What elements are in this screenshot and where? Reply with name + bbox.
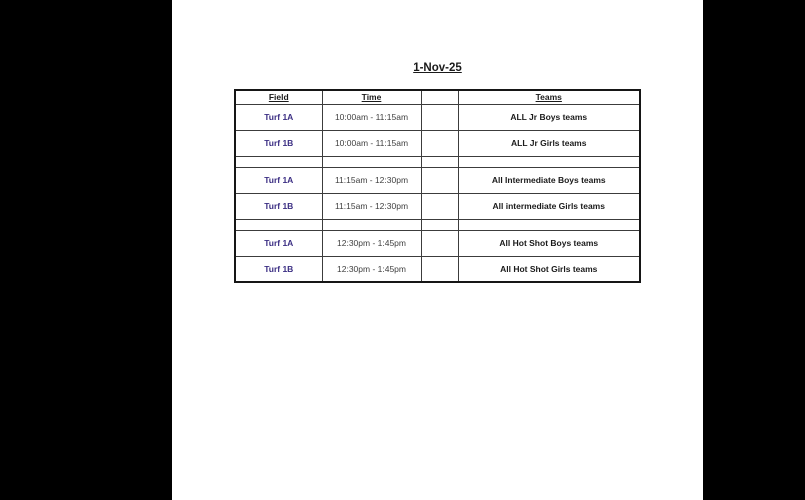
table-row <box>235 256 640 282</box>
time-cell: 10:00am - 11:15am <box>322 104 421 130</box>
document-date-text: 1-Nov-25 <box>413 62 462 74</box>
spacer-cell <box>458 156 640 167</box>
gap-cell <box>421 130 458 156</box>
time-cell: 12:30pm - 1:45pm <box>322 256 421 282</box>
gap-cell <box>421 256 458 282</box>
time-cell: 11:15am - 12:30pm <box>322 193 421 219</box>
spacer-cell <box>322 156 421 167</box>
gap-cell <box>421 193 458 219</box>
spacer-cell <box>421 156 458 167</box>
spacer-cell <box>235 156 322 167</box>
time-cell: 11:15am - 12:30pm <box>322 167 421 193</box>
spacer-row <box>235 156 640 167</box>
field-schedule-table <box>234 89 641 283</box>
column-header-teams: Teams <box>458 90 640 104</box>
spacer-cell <box>458 219 640 230</box>
field-cell: Turf 1A <box>235 167 322 193</box>
table-row <box>235 167 640 193</box>
table-header-row <box>235 90 640 104</box>
table-row <box>235 230 640 256</box>
spacer-row <box>235 219 640 230</box>
teams-cell: All Hot Shot Girls teams <box>458 256 640 282</box>
field-cell: Turf 1B <box>235 193 322 219</box>
spacer-cell <box>322 219 421 230</box>
teams-cell: All Hot Shot Boys teams <box>458 230 640 256</box>
column-header-gap <box>421 90 458 104</box>
spacer-cell <box>421 219 458 230</box>
column-header-field: Field <box>235 90 322 104</box>
teams-cell: ALL Jr Girls teams <box>458 130 640 156</box>
field-cell: Turf 1A <box>235 230 322 256</box>
spacer-cell <box>235 219 322 230</box>
gap-cell <box>421 167 458 193</box>
table-row <box>235 104 640 130</box>
gap-cell <box>421 104 458 130</box>
document-date-title <box>172 62 703 74</box>
table-row <box>235 130 640 156</box>
teams-cell: All intermediate Girls teams <box>458 193 640 219</box>
teams-cell: ALL Jr Boys teams <box>458 104 640 130</box>
column-header-time: Time <box>322 90 421 104</box>
field-cell: Turf 1B <box>235 130 322 156</box>
time-cell: 12:30pm - 1:45pm <box>322 230 421 256</box>
document-page <box>172 0 703 500</box>
table-row <box>235 193 640 219</box>
gap-cell <box>421 230 458 256</box>
field-cell: Turf 1A <box>235 104 322 130</box>
time-cell: 10:00am - 11:15am <box>322 130 421 156</box>
field-cell: Turf 1B <box>235 256 322 282</box>
teams-cell: All Intermediate Boys teams <box>458 167 640 193</box>
